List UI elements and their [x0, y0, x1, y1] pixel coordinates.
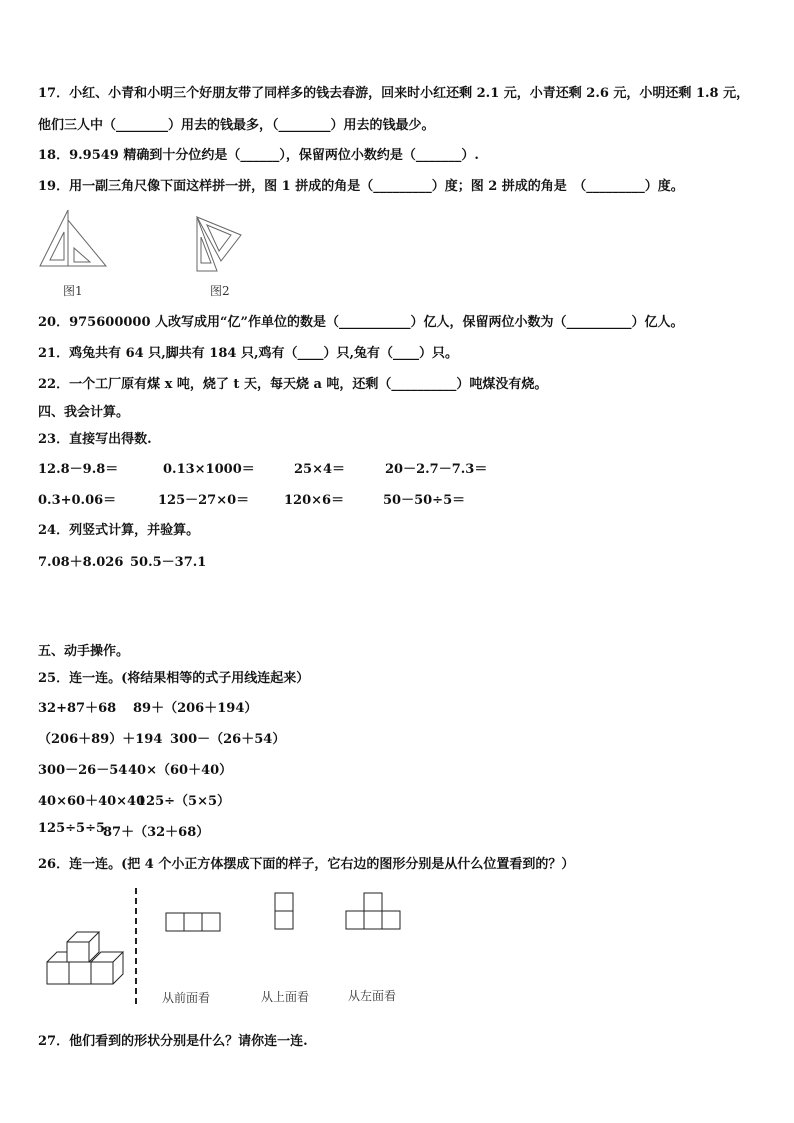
question-19: 19．用一副三角尺像下面这样拼一拼，图 1 拼成的角是（_________）度；图 2 拼成的角是 （_________）度。 [38, 179, 684, 194]
match-right-item: 300－（26＋54） [170, 732, 286, 747]
t-shape [345, 892, 405, 932]
section-5-heading: 五、动手操作。 [38, 644, 130, 659]
question-24: 24．列竖式计算，并验算。 [38, 523, 200, 538]
figure-1-set-squares [38, 208, 110, 270]
match-left-item: （206＋89）＋194 [38, 732, 163, 747]
dashed-separator [134, 888, 138, 1004]
question-21: 21．鸡兔共有 64 只,脚共有 184 只,鸡有（____）只,兔有（____）只。 [38, 346, 458, 361]
figure-2-caption: 图2 [210, 284, 230, 298]
match-left-item: 40×60＋40×40 [38, 794, 146, 809]
question-18: 18．9.9549 精确到十分位约是（______），保留两位小数约是（_______）. [38, 148, 479, 163]
calc-item: 25×4＝ [294, 462, 346, 477]
calc-item: 50－50÷5＝ [383, 493, 466, 508]
figure-2-set-squares [193, 215, 245, 273]
three-in-a-row-shape [165, 912, 223, 932]
cube-arrangement-figure [45, 928, 127, 988]
calc-item: 0.3+0.06＝ [38, 493, 117, 508]
figure-1-caption: 图1 [63, 284, 83, 298]
set-square-inner-1 [50, 232, 64, 260]
view-label-left: 从左面看 [348, 989, 397, 1003]
two-stacked-shape [274, 892, 296, 932]
question-22: 22．一个工厂原有煤 x 吨，烧了 t 天，每天烧 a 吨，还剩（__________）吨煤没有烧。 [38, 377, 548, 392]
calc-item: 12.8－9.8＝ [38, 462, 119, 477]
match-left-item: 32+87＋68 [38, 701, 117, 716]
calc-item: 0.13×1000＝ [163, 462, 255, 477]
question-25: 25．连一连。(将结果相等的式子用线连起来） [38, 671, 310, 686]
view-label-front: 从前面看 [162, 991, 211, 1005]
calc-item: 125－27×0＝ [158, 493, 250, 508]
question-20: 20．975600000 人改写成用“亿”作单位的数是（___________）亿人，保留两位小数为（__________）亿人。 [38, 315, 684, 330]
question-27: 27．他们看到的形状分别是什么？请你连一连. [38, 1034, 308, 1049]
view-label-top: 从上面看 [261, 990, 310, 1004]
match-right-item: 40×（60＋40） [128, 763, 233, 778]
match-left-item: 125÷5÷5 [38, 821, 106, 836]
vertical-calc-item: 7.08＋8.026 [38, 555, 124, 570]
calc-item: 120×6＝ [284, 493, 345, 508]
calc-item: 20－2.7－7.3＝ [385, 462, 488, 477]
set-square-outer-4 [197, 217, 241, 261]
section-4-heading: 四、我会计算。 [38, 405, 130, 420]
question-17-line-2: 他们三人中（________）用去的钱最多，（________）用去的钱最少。 [38, 118, 435, 133]
question-26: 26．连一连。(把 4 个小正方体摆成下面的样子，它右边的图形分别是从什么位置看到的？） [38, 857, 575, 872]
question-23: 23．直接写出得数. [38, 432, 152, 447]
match-right-item: 125÷（5×5） [137, 794, 231, 809]
vertical-calc-item: 50.5－37.1 [130, 555, 207, 570]
set-square-inner-2 [74, 248, 90, 262]
match-right-item: 89＋（206＋194） [133, 701, 258, 716]
match-right-item: 87＋（32＋68） [103, 825, 210, 840]
question-17-line-1: 17．小红、小青和小明三个好朋友带了同样多的钱去春游，回来时小红还剩 2.1 元，小青还剩 2.6 元，小明还剩 1.8 元， [38, 86, 750, 101]
match-left-item: 300－26－54 [38, 763, 128, 778]
